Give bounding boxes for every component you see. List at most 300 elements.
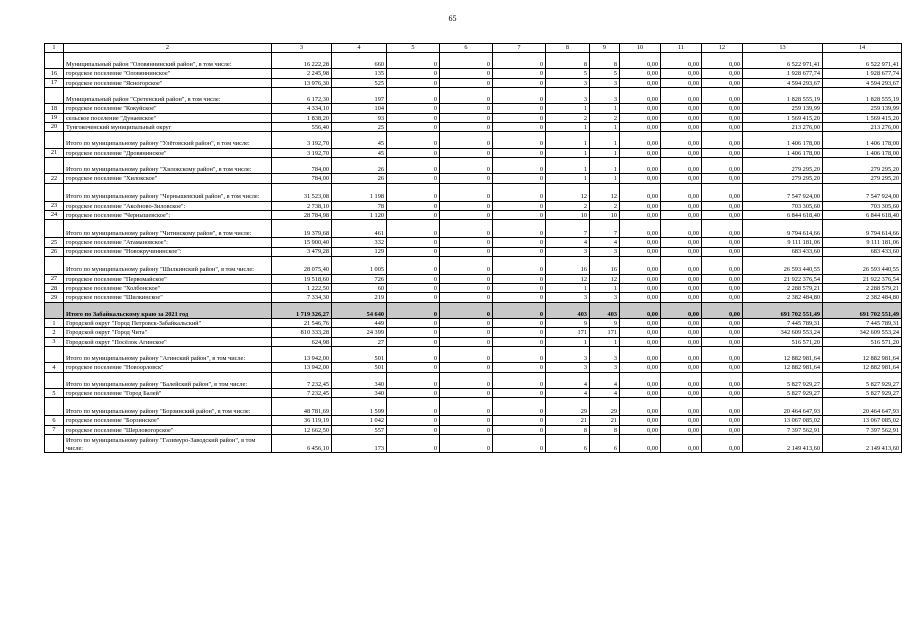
value-cell: 557 [332, 425, 387, 434]
value-cell: 3 [590, 247, 620, 256]
name-cell: городское поселение "Шилкинское" [64, 293, 272, 302]
value-cell: 0 [493, 302, 546, 318]
column-header: 6 [440, 44, 493, 53]
value-cell: 12 882 981,64 [823, 347, 902, 363]
value-cell: 624,98 [272, 337, 332, 346]
name-cell: Итого по муниципальному району "Балейский район", в том числе: [64, 372, 272, 388]
value-cell: 0,00 [661, 174, 702, 183]
name-cell: Муниципальный район "Оловяннинский район", в том числе: [64, 53, 272, 69]
value-cell: 9 794 614,66 [743, 220, 823, 238]
value-cell: 259 139,99 [823, 104, 902, 113]
value-cell: 8 [546, 53, 590, 69]
value-cell: 0,00 [661, 425, 702, 434]
value-cell: 7 445 789,31 [823, 319, 902, 328]
value-cell: 0,00 [620, 434, 661, 452]
value-cell: 0,00 [661, 157, 702, 173]
value-cell: 6 456,10 [272, 434, 332, 452]
table-row [45, 113, 902, 122]
value-cell: 0 [387, 256, 440, 274]
value-cell: 556,40 [272, 122, 332, 131]
column-header: 4 [332, 44, 387, 53]
value-cell: 1 005 [332, 256, 387, 274]
value-cell: 9 [590, 319, 620, 328]
value-cell: 19 379,68 [272, 220, 332, 238]
table-row [45, 157, 902, 173]
value-cell: 3 479,28 [272, 247, 332, 256]
value-cell: 2 288 579,21 [743, 284, 823, 293]
value-cell: 3 [590, 293, 620, 302]
value-cell: 5 827 929,27 [743, 389, 823, 398]
value-cell: 213 276,00 [823, 122, 902, 131]
value-cell: 27 [332, 337, 387, 346]
value-cell: 7 232,45 [272, 389, 332, 398]
value-cell: 13 976,30 [272, 78, 332, 87]
value-cell: 60 [332, 284, 387, 293]
value-cell: 21 [590, 416, 620, 425]
value-cell: 12 882 981,64 [743, 347, 823, 363]
name-cell: городское поселение "Хилокское" [64, 174, 272, 183]
row-number-cell: 27 [45, 274, 64, 283]
value-cell: 0 [440, 122, 493, 131]
value-cell: 332 [332, 238, 387, 247]
value-cell: 1 406 178,00 [823, 148, 902, 157]
value-cell: 0,00 [702, 363, 743, 372]
value-cell: 0 [440, 256, 493, 274]
value-cell: 26 [332, 157, 387, 173]
value-cell: 0,00 [702, 398, 743, 416]
value-cell: 0 [440, 328, 493, 337]
value-cell: 660 [332, 53, 387, 69]
value-cell: 6 522 971,41 [743, 53, 823, 69]
value-cell: 0,00 [702, 284, 743, 293]
value-cell: 2 382 484,80 [823, 293, 902, 302]
value-cell: 1 [546, 157, 590, 173]
value-cell: 501 [332, 347, 387, 363]
value-cell: 1 828 555,19 [743, 87, 823, 103]
value-cell: 0 [493, 69, 546, 78]
value-cell: 0,00 [702, 201, 743, 210]
value-cell: 784,00 [272, 157, 332, 173]
value-cell: 171 [546, 328, 590, 337]
value-cell: 3 [590, 78, 620, 87]
value-cell: 784,00 [272, 174, 332, 183]
value-cell: 342 609 553,24 [823, 328, 902, 337]
value-cell: 2 245,98 [272, 69, 332, 78]
row-number-cell [45, 132, 64, 148]
value-cell: 1 406 178,00 [743, 148, 823, 157]
value-cell: 26 [332, 174, 387, 183]
value-cell: 48 781,69 [272, 398, 332, 416]
value-cell: 1 [546, 122, 590, 131]
value-cell: 0,00 [620, 425, 661, 434]
table-row [45, 363, 902, 372]
value-cell: 5 [590, 69, 620, 78]
value-cell: 5 [546, 69, 590, 78]
table-row [45, 389, 902, 398]
value-cell: 5 827 929,27 [823, 372, 902, 388]
value-cell: 1 [546, 148, 590, 157]
value-cell: 0 [493, 256, 546, 274]
row-number-cell [45, 398, 64, 416]
value-cell: 0 [387, 328, 440, 337]
value-cell: 0 [440, 247, 493, 256]
table-row [45, 132, 902, 148]
value-cell: 129 [332, 247, 387, 256]
row-number-cell: 16 [45, 69, 64, 78]
name-cell: Городской округ "Город Чита" [64, 328, 272, 337]
value-cell: 3 [546, 347, 590, 363]
name-cell: Итого по муниципальному району "Чернышевский район", в том числе: [64, 183, 272, 201]
value-cell: 0,00 [661, 78, 702, 87]
value-cell: 1 719 326,27 [272, 302, 332, 318]
value-cell: 516 571,20 [823, 337, 902, 346]
value-cell: 0,00 [661, 293, 702, 302]
name-cell: Итого по муниципальному району "Хилокскому район", в том числе: [64, 157, 272, 173]
value-cell: 0 [440, 398, 493, 416]
name-cell: Городской округ "Город Петровск-Забайкальский" [64, 319, 272, 328]
row-number-cell: 19 [45, 113, 64, 122]
value-cell: 0,00 [702, 247, 743, 256]
value-cell: 21 [546, 416, 590, 425]
value-cell: 3 [590, 347, 620, 363]
value-cell: 0,00 [702, 337, 743, 346]
value-cell: 0 [493, 416, 546, 425]
value-cell: 31 523,08 [272, 183, 332, 201]
value-cell: 3 192,70 [272, 132, 332, 148]
value-cell: 9 111 181,06 [743, 238, 823, 247]
value-cell: 0 [493, 398, 546, 416]
value-cell: 0 [387, 220, 440, 238]
value-cell: 2 288 579,21 [823, 284, 902, 293]
value-cell: 0 [387, 210, 440, 219]
value-cell: 1 [546, 104, 590, 113]
value-cell: 0,00 [702, 302, 743, 318]
value-cell: 1 198 [332, 183, 387, 201]
value-cell: 3 [590, 87, 620, 103]
value-cell: 12 [546, 183, 590, 201]
column-header: 1 [45, 44, 64, 53]
value-cell: 0 [387, 148, 440, 157]
row-number-cell [45, 183, 64, 201]
value-cell: 0 [387, 247, 440, 256]
value-cell: 0,00 [702, 122, 743, 131]
name-cell: городское поселение "Новоорловск" [64, 363, 272, 372]
row-number-cell: 3 [45, 337, 64, 346]
value-cell: 0,00 [620, 148, 661, 157]
value-cell: 0 [493, 148, 546, 157]
value-cell: 0,00 [620, 69, 661, 78]
value-cell: 12 [546, 274, 590, 283]
value-cell: 0 [493, 113, 546, 122]
value-cell: 0,00 [661, 183, 702, 201]
name-cell: сельское поселение "Дунаевское" [64, 113, 272, 122]
value-cell: 0 [493, 122, 546, 131]
value-cell: 0 [493, 247, 546, 256]
value-cell: 0 [493, 347, 546, 363]
name-cell: городское поселение "Холбонское" [64, 284, 272, 293]
value-cell: 0,00 [620, 104, 661, 113]
value-cell: 1 599 [332, 398, 387, 416]
value-cell: 1 [590, 157, 620, 173]
value-cell: 8 [590, 425, 620, 434]
value-cell: 54 640 [332, 302, 387, 318]
value-cell: 0 [440, 174, 493, 183]
value-cell: 0,00 [620, 389, 661, 398]
value-cell: 0 [440, 87, 493, 103]
value-cell: 0,00 [702, 328, 743, 337]
value-cell: 4 594 293,67 [743, 78, 823, 87]
value-cell: 7 [546, 220, 590, 238]
value-cell: 26 593 440,55 [743, 256, 823, 274]
value-cell: 0 [387, 238, 440, 247]
value-cell: 0,00 [702, 53, 743, 69]
value-cell: 0,00 [702, 256, 743, 274]
row-number-cell: 25 [45, 238, 64, 247]
value-cell: 0 [387, 53, 440, 69]
value-cell: 0 [440, 183, 493, 201]
value-cell: 0,00 [620, 220, 661, 238]
column-header: 3 [272, 44, 332, 53]
value-cell: 0 [387, 157, 440, 173]
value-cell: 4 [590, 389, 620, 398]
value-cell: 7 445 789,31 [743, 319, 823, 328]
value-cell: 28 784,98 [272, 210, 332, 219]
value-cell: 6 [546, 434, 590, 452]
value-cell: 461 [332, 220, 387, 238]
value-cell: 0 [440, 238, 493, 247]
value-cell: 0,00 [702, 157, 743, 173]
value-cell: 16 222,28 [272, 53, 332, 69]
value-cell: 0,00 [661, 210, 702, 219]
value-cell: 0 [387, 302, 440, 318]
value-cell: 2 [590, 113, 620, 122]
name-cell: городское поселение "Шерловогорское" [64, 425, 272, 434]
table-row [45, 104, 902, 113]
value-cell: 19 518,60 [272, 274, 332, 283]
name-cell: городское поселение "Дровянинское" [64, 148, 272, 157]
table-row [45, 183, 902, 201]
value-cell: 0,00 [620, 183, 661, 201]
value-cell: 13 067 085,02 [823, 416, 902, 425]
value-cell: 0,00 [702, 347, 743, 363]
value-cell: 1 [546, 337, 590, 346]
value-cell: 0 [493, 284, 546, 293]
name-cell: Итого по муниципальному району "Газимуро-Заводский район", в том числе: [64, 434, 272, 452]
column-header: 10 [620, 44, 661, 53]
name-cell: городское поселение "Оловяннинское" [64, 69, 272, 78]
value-cell: 1 406 178,00 [823, 132, 902, 148]
value-cell: 0 [387, 319, 440, 328]
value-cell: 2 382 484,80 [743, 293, 823, 302]
value-cell: 0 [387, 372, 440, 388]
value-cell: 1 [546, 284, 590, 293]
data-table [44, 43, 902, 453]
value-cell: 4 [590, 238, 620, 247]
value-cell: 0 [387, 337, 440, 346]
value-cell: 7 547 924,00 [743, 183, 823, 201]
value-cell: 171 [590, 328, 620, 337]
value-cell: 0 [440, 157, 493, 173]
table-row [45, 284, 902, 293]
value-cell: 0,00 [620, 347, 661, 363]
row-number-cell: 7 [45, 425, 64, 434]
value-cell: 0 [387, 69, 440, 78]
value-cell: 0,00 [661, 238, 702, 247]
value-cell: 21 922 376,54 [743, 274, 823, 283]
value-cell: 0 [440, 53, 493, 69]
value-cell: 0,00 [620, 53, 661, 69]
value-cell: 4 [546, 238, 590, 247]
value-cell: 26 593 440,55 [823, 256, 902, 274]
value-cell: 0 [387, 113, 440, 122]
value-cell: 0 [440, 293, 493, 302]
value-cell: 0 [493, 157, 546, 173]
column-header: 9 [590, 44, 620, 53]
row-number-cell [45, 256, 64, 274]
row-number-cell [45, 347, 64, 363]
row-number-cell: 23 [45, 201, 64, 210]
value-cell: 0 [440, 337, 493, 346]
column-header: 11 [661, 44, 702, 53]
value-cell: 0,00 [702, 372, 743, 388]
value-cell: 0 [493, 238, 546, 247]
value-cell: 0,00 [620, 247, 661, 256]
value-cell: 0 [493, 328, 546, 337]
value-cell: 3 [546, 87, 590, 103]
value-cell: 516 571,20 [743, 337, 823, 346]
value-cell: 0,00 [702, 113, 743, 122]
name-cell: Итого по муниципальному району "Борзинский район", в том числе: [64, 398, 272, 416]
value-cell: 0,00 [661, 363, 702, 372]
table-row [45, 372, 902, 388]
value-cell: 691 702 551,49 [743, 302, 823, 318]
value-cell: 0,00 [620, 416, 661, 425]
value-cell: 1 [590, 337, 620, 346]
value-cell: 12 662,50 [272, 425, 332, 434]
value-cell: 279 295,20 [743, 174, 823, 183]
value-cell: 7 397 562,91 [823, 425, 902, 434]
value-cell: 683 433,60 [823, 247, 902, 256]
value-cell: 0 [493, 132, 546, 148]
value-cell: 0 [440, 416, 493, 425]
value-cell: 0 [387, 104, 440, 113]
value-cell: 0 [440, 372, 493, 388]
row-number-cell: 1 [45, 319, 64, 328]
name-cell: городское поселение "Кокуйское" [64, 104, 272, 113]
value-cell: 16 [590, 256, 620, 274]
table-row [45, 220, 902, 238]
value-cell: 21 922 376,54 [823, 274, 902, 283]
header-row [45, 44, 902, 53]
value-cell: 0 [493, 87, 546, 103]
value-cell: 0,00 [661, 53, 702, 69]
value-cell: 0,00 [620, 256, 661, 274]
value-cell: 0 [387, 389, 440, 398]
value-cell: 45 [332, 132, 387, 148]
value-cell: 6 844 618,40 [823, 210, 902, 219]
value-cell: 3 [546, 293, 590, 302]
value-cell: 20 464 647,93 [823, 398, 902, 416]
value-cell: 1 [546, 174, 590, 183]
value-cell: 4 [546, 389, 590, 398]
value-cell: 340 [332, 389, 387, 398]
value-cell: 0,00 [620, 398, 661, 416]
table-row [45, 434, 902, 452]
value-cell: 0,00 [620, 78, 661, 87]
value-cell: 0,00 [661, 104, 702, 113]
value-cell: 8 [590, 53, 620, 69]
value-cell: 0,00 [702, 78, 743, 87]
value-cell: 3 192,70 [272, 148, 332, 157]
name-cell: городское поселение "Ясногорское" [64, 78, 272, 87]
name-cell: городское поселение "Атамановское": [64, 238, 272, 247]
value-cell: 12 882 981,64 [743, 363, 823, 372]
value-cell: 0 [440, 220, 493, 238]
table-row [45, 337, 902, 346]
value-cell: 703 305,60 [823, 201, 902, 210]
value-cell: 0,00 [702, 87, 743, 103]
value-cell: 0 [493, 183, 546, 201]
value-cell: 9 111 181,06 [823, 238, 902, 247]
value-cell: 12 [590, 274, 620, 283]
value-cell: 3 [590, 363, 620, 372]
table-row [45, 238, 902, 247]
name-cell: Тунгокоченский муниципальный округ [64, 122, 272, 131]
value-cell: 0 [387, 183, 440, 201]
value-cell: 78 [332, 201, 387, 210]
name-cell: городское поселение "Новокручининское": [64, 247, 272, 256]
value-cell: 29 [590, 398, 620, 416]
name-cell: городское поселение "Первомайское" [64, 274, 272, 283]
value-cell: 1 [590, 122, 620, 131]
value-cell: 29 [546, 398, 590, 416]
row-number-cell [45, 157, 64, 173]
name-cell: Итого по муниципальному району "Агинский район", в том числе: [64, 347, 272, 363]
value-cell: 0 [387, 425, 440, 434]
value-cell: 340 [332, 372, 387, 388]
column-header: 12 [702, 44, 743, 53]
value-cell: 810 333,28 [272, 328, 332, 337]
value-cell: 10 [546, 210, 590, 219]
table-row [45, 416, 902, 425]
value-cell: 0 [493, 363, 546, 372]
value-cell: 0,00 [661, 328, 702, 337]
value-cell: 0,00 [702, 104, 743, 113]
value-cell: 24 399 [332, 328, 387, 337]
value-cell: 0,00 [620, 210, 661, 219]
value-cell: 0 [387, 398, 440, 416]
value-cell: 135 [332, 69, 387, 78]
value-cell: 0 [440, 434, 493, 452]
name-cell: Итого по муниципальному району "Шилкинский район", в том числе: [64, 256, 272, 274]
table-row [45, 293, 902, 302]
value-cell: 6 844 618,40 [743, 210, 823, 219]
value-cell: 104 [332, 104, 387, 113]
table-row [45, 53, 902, 69]
table-row [45, 256, 902, 274]
value-cell: 0 [440, 201, 493, 210]
value-cell: 0 [387, 78, 440, 87]
table-row [45, 347, 902, 363]
value-cell: 0,00 [702, 148, 743, 157]
value-cell: 0 [440, 113, 493, 122]
value-cell: 0,00 [620, 372, 661, 388]
value-cell: 0,00 [661, 347, 702, 363]
name-cell: городское поселение "Город Балей" [64, 389, 272, 398]
value-cell: 0 [440, 425, 493, 434]
value-cell: 0,00 [661, 389, 702, 398]
value-cell: 0 [493, 337, 546, 346]
